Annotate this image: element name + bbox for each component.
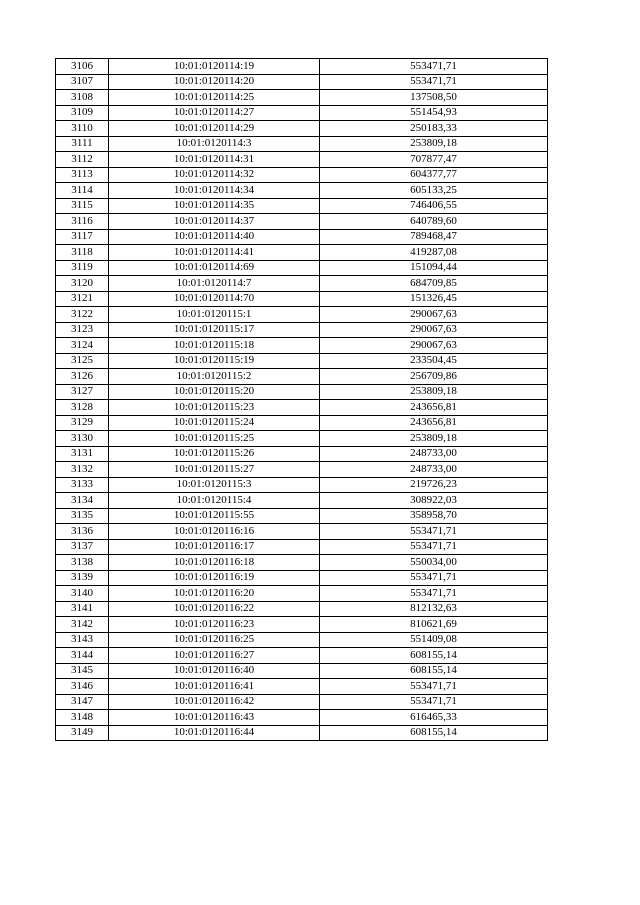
- row-number-cell: 3110: [56, 121, 109, 137]
- table-row: [56, 431, 548, 447]
- row-number-cell: 3108: [56, 90, 109, 106]
- value-cell: 308922,03: [320, 493, 548, 509]
- cadastral-number-cell: 10:01:0120116:43: [109, 710, 320, 726]
- table-row: [56, 462, 548, 478]
- table-row: [56, 276, 548, 292]
- table-row: [56, 291, 548, 307]
- table-row: [56, 710, 548, 726]
- row-number-cell: 3124: [56, 338, 109, 354]
- cadastral-number-cell: 10:01:0120115:19: [109, 353, 320, 369]
- table-row: [56, 555, 548, 571]
- cadastral-number-cell: 10:01:0120114:69: [109, 260, 320, 276]
- value-cell: 233504,45: [320, 353, 548, 369]
- cadastral-number-cell: 10:01:0120116:25: [109, 632, 320, 648]
- cadastral-number-cell: 10:01:0120114:35: [109, 198, 320, 214]
- value-cell: 789468,47: [320, 229, 548, 245]
- table-row: [56, 570, 548, 586]
- row-number-cell: 3140: [56, 586, 109, 602]
- row-number-cell: 3135: [56, 508, 109, 524]
- row-number-cell: 3119: [56, 260, 109, 276]
- table-row: [56, 493, 548, 509]
- table-row: [56, 322, 548, 338]
- cadastral-number-cell: 10:01:0120115:24: [109, 415, 320, 431]
- value-cell: 553471,71: [320, 524, 548, 540]
- value-cell: 419287,08: [320, 245, 548, 261]
- table-row: [56, 508, 548, 524]
- cadastral-number-cell: 10:01:0120115:2: [109, 369, 320, 385]
- cadastral-number-cell: 10:01:0120115:23: [109, 400, 320, 416]
- table-row: [56, 260, 548, 276]
- row-number-cell: 3106: [56, 59, 109, 75]
- table-row: [56, 59, 548, 75]
- row-number-cell: 3117: [56, 229, 109, 245]
- table-row: [56, 74, 548, 90]
- value-cell: 553471,71: [320, 679, 548, 695]
- cadastral-number-cell: 10:01:0120114:20: [109, 74, 320, 90]
- row-number-cell: 3126: [56, 369, 109, 385]
- table-row: [56, 121, 548, 137]
- value-cell: 608155,14: [320, 648, 548, 664]
- cadastral-number-cell: 10:01:0120116:27: [109, 648, 320, 664]
- row-number-cell: 3149: [56, 725, 109, 741]
- cadastral-number-cell: 10:01:0120114:34: [109, 183, 320, 199]
- table-row: [56, 524, 548, 540]
- cadastral-number-cell: 10:01:0120116:40: [109, 663, 320, 679]
- value-cell: 812132,63: [320, 601, 548, 617]
- value-cell: 707877,47: [320, 152, 548, 168]
- row-number-cell: 3116: [56, 214, 109, 230]
- cadastral-number-cell: 10:01:0120114:3: [109, 136, 320, 152]
- value-cell: 253809,18: [320, 136, 548, 152]
- cadastral-number-cell: 10:01:0120114:7: [109, 276, 320, 292]
- cadastral-number-cell: 10:01:0120116:44: [109, 725, 320, 741]
- cadastral-number-cell: 10:01:0120115:20: [109, 384, 320, 400]
- cadastral-number-cell: 10:01:0120115:55: [109, 508, 320, 524]
- cadastral-number-cell: 10:01:0120116:17: [109, 539, 320, 555]
- cadastral-number-cell: 10:01:0120114:25: [109, 90, 320, 106]
- table-body: [56, 59, 548, 741]
- table-row: [56, 446, 548, 462]
- table-row: [56, 477, 548, 493]
- value-cell: 290067,63: [320, 322, 548, 338]
- value-cell: 219726,23: [320, 477, 548, 493]
- row-number-cell: 3132: [56, 462, 109, 478]
- value-cell: 604377,77: [320, 167, 548, 183]
- value-cell: 608155,14: [320, 663, 548, 679]
- table-row: [56, 167, 548, 183]
- row-number-cell: 3137: [56, 539, 109, 555]
- cadastral-number-cell: 10:01:0120114:41: [109, 245, 320, 261]
- table-row: [56, 198, 548, 214]
- value-cell: 151326,45: [320, 291, 548, 307]
- row-number-cell: 3122: [56, 307, 109, 323]
- row-number-cell: 3111: [56, 136, 109, 152]
- table-row: [56, 245, 548, 261]
- cadastral-number-cell: 10:01:0120114:37: [109, 214, 320, 230]
- data-table: [55, 58, 548, 741]
- value-cell: 746406,55: [320, 198, 548, 214]
- table-row: [56, 632, 548, 648]
- table-row: [56, 648, 548, 664]
- value-cell: 616465,33: [320, 710, 548, 726]
- cadastral-number-cell: 10:01:0120116:22: [109, 601, 320, 617]
- value-cell: 553471,71: [320, 694, 548, 710]
- value-cell: 248733,00: [320, 462, 548, 478]
- row-number-cell: 3146: [56, 679, 109, 695]
- table-row: [56, 415, 548, 431]
- cadastral-number-cell: 10:01:0120115:18: [109, 338, 320, 354]
- row-number-cell: 3148: [56, 710, 109, 726]
- cadastral-number-cell: 10:01:0120115:26: [109, 446, 320, 462]
- table-row: [56, 694, 548, 710]
- row-number-cell: 3129: [56, 415, 109, 431]
- row-number-cell: 3130: [56, 431, 109, 447]
- value-cell: 151094,44: [320, 260, 548, 276]
- row-number-cell: 3120: [56, 276, 109, 292]
- value-cell: 551409,08: [320, 632, 548, 648]
- value-cell: 810621,69: [320, 617, 548, 633]
- cadastral-number-cell: 10:01:0120115:25: [109, 431, 320, 447]
- row-number-cell: 3121: [56, 291, 109, 307]
- table-row: [56, 601, 548, 617]
- cadastral-number-cell: 10:01:0120116:41: [109, 679, 320, 695]
- value-cell: 290067,63: [320, 338, 548, 354]
- table-row: [56, 384, 548, 400]
- row-number-cell: 3141: [56, 601, 109, 617]
- table-row: [56, 617, 548, 633]
- value-cell: 553471,71: [320, 586, 548, 602]
- value-cell: 550034,00: [320, 555, 548, 571]
- row-number-cell: 3143: [56, 632, 109, 648]
- table-row: [56, 369, 548, 385]
- value-cell: 253809,18: [320, 384, 548, 400]
- row-number-cell: 3112: [56, 152, 109, 168]
- table-row: [56, 152, 548, 168]
- value-cell: 553471,71: [320, 539, 548, 555]
- table-row: [56, 229, 548, 245]
- cadastral-number-cell: 10:01:0120114:19: [109, 59, 320, 75]
- row-number-cell: 3131: [56, 446, 109, 462]
- cadastral-number-cell: 10:01:0120114:40: [109, 229, 320, 245]
- row-number-cell: 3142: [56, 617, 109, 633]
- table-row: [56, 338, 548, 354]
- cadastral-number-cell: 10:01:0120116:18: [109, 555, 320, 571]
- value-cell: 248733,00: [320, 446, 548, 462]
- value-cell: 243656,81: [320, 400, 548, 416]
- table-row: [56, 183, 548, 199]
- row-number-cell: 3145: [56, 663, 109, 679]
- value-cell: 243656,81: [320, 415, 548, 431]
- row-number-cell: 3115: [56, 198, 109, 214]
- value-cell: 553471,71: [320, 59, 548, 75]
- cadastral-number-cell: 10:01:0120116:42: [109, 694, 320, 710]
- table-row: [56, 679, 548, 695]
- cadastral-number-cell: 10:01:0120115:1: [109, 307, 320, 323]
- value-cell: 553471,71: [320, 74, 548, 90]
- value-cell: 137508,50: [320, 90, 548, 106]
- row-number-cell: 3109: [56, 105, 109, 121]
- table-row: [56, 307, 548, 323]
- row-number-cell: 3113: [56, 167, 109, 183]
- row-number-cell: 3147: [56, 694, 109, 710]
- value-cell: 290067,63: [320, 307, 548, 323]
- table-row: [56, 90, 548, 106]
- value-cell: 553471,71: [320, 570, 548, 586]
- cadastral-number-cell: 10:01:0120115:4: [109, 493, 320, 509]
- row-number-cell: 3138: [56, 555, 109, 571]
- value-cell: 640789,60: [320, 214, 548, 230]
- value-cell: 250183,33: [320, 121, 548, 137]
- cadastral-number-cell: 10:01:0120114:32: [109, 167, 320, 183]
- cadastral-number-cell: 10:01:0120114:31: [109, 152, 320, 168]
- table-row: [56, 539, 548, 555]
- value-cell: 358958,70: [320, 508, 548, 524]
- cadastral-number-cell: 10:01:0120115:3: [109, 477, 320, 493]
- table-row: [56, 105, 548, 121]
- table-row: [56, 586, 548, 602]
- cadastral-number-cell: 10:01:0120116:19: [109, 570, 320, 586]
- value-cell: 605133,25: [320, 183, 548, 199]
- cadastral-number-cell: 10:01:0120116:20: [109, 586, 320, 602]
- row-number-cell: 3114: [56, 183, 109, 199]
- cadastral-number-cell: 10:01:0120115:27: [109, 462, 320, 478]
- row-number-cell: 3134: [56, 493, 109, 509]
- cadastral-number-cell: 10:01:0120115:17: [109, 322, 320, 338]
- row-number-cell: 3118: [56, 245, 109, 261]
- table-row: [56, 136, 548, 152]
- table-row: [56, 725, 548, 741]
- row-number-cell: 3127: [56, 384, 109, 400]
- row-number-cell: 3144: [56, 648, 109, 664]
- table-row: [56, 663, 548, 679]
- cadastral-number-cell: 10:01:0120114:29: [109, 121, 320, 137]
- cadastral-number-cell: 10:01:0120116:23: [109, 617, 320, 633]
- value-cell: 684709,85: [320, 276, 548, 292]
- row-number-cell: 3107: [56, 74, 109, 90]
- table-row: [56, 214, 548, 230]
- row-number-cell: 3123: [56, 322, 109, 338]
- value-cell: 253809,18: [320, 431, 548, 447]
- cadastral-number-cell: 10:01:0120116:16: [109, 524, 320, 540]
- row-number-cell: 3125: [56, 353, 109, 369]
- row-number-cell: 3139: [56, 570, 109, 586]
- row-number-cell: 3128: [56, 400, 109, 416]
- cadastral-number-cell: 10:01:0120114:27: [109, 105, 320, 121]
- value-cell: 551454,93: [320, 105, 548, 121]
- row-number-cell: 3133: [56, 477, 109, 493]
- table-row: [56, 400, 548, 416]
- table-row: [56, 353, 548, 369]
- value-cell: 256709,86: [320, 369, 548, 385]
- cadastral-number-cell: 10:01:0120114:70: [109, 291, 320, 307]
- value-cell: 608155,14: [320, 725, 548, 741]
- row-number-cell: 3136: [56, 524, 109, 540]
